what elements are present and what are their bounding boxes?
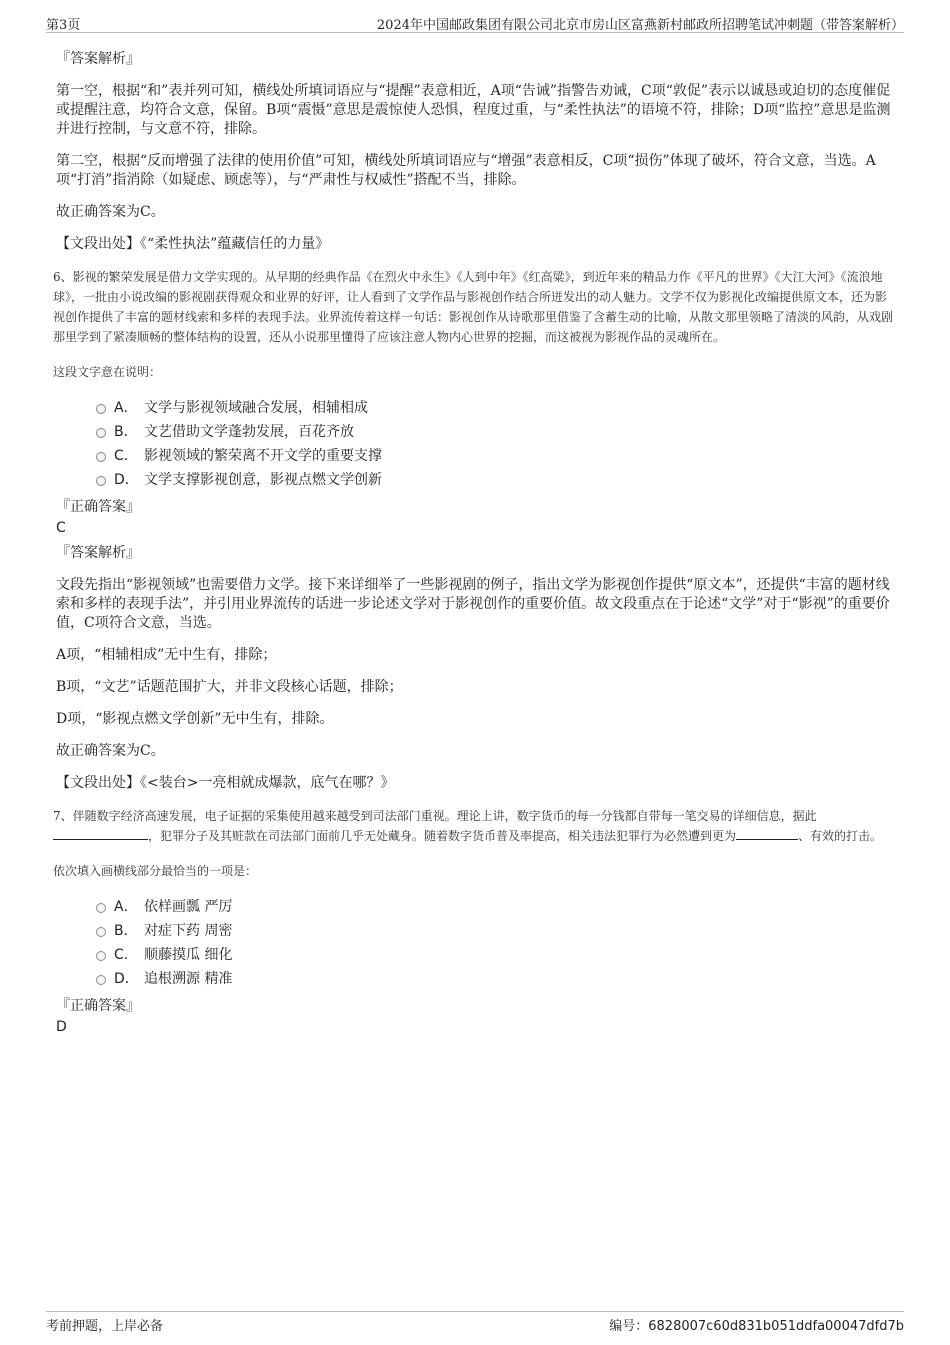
radio-icon[interactable] [96,404,106,414]
q7-options [96,895,896,991]
q7-option-a[interactable]: A． 依样画瓢 严厉 [96,895,896,919]
q7-option-b[interactable]: B． 对症下药 周密 [96,919,896,943]
q6-option-b[interactable]: B． 文艺借助文学蓬勃发展，百花齐放 [96,420,896,444]
q5-analysis-p3: 故正确答案为C。 [56,204,165,220]
radio-icon[interactable] [96,452,106,462]
page-footer [46,1311,904,1335]
q6-source: 【文段出处】《<装台>一亮相就成爆款，底气在哪？》 [56,775,395,791]
radio-icon[interactable] [96,428,106,438]
q6-prompt: 这段文字意在说明： [53,365,162,379]
q7-answer-tag: 『正确答案』 [56,998,140,1014]
q6-options [96,396,896,492]
footer-code: 编号：6828007c60d831b051ddfa00047dfd7b [609,1319,904,1334]
radio-icon[interactable] [96,975,106,985]
q5-source: 【文段出处】《“柔性执法”蕴藏信任的力量》 [56,236,330,252]
q7-blank-1 [53,827,148,840]
q7-question: 7、伴随数字经济高速发展，电子证据的采集使用越来越受到司法部门重视。理论上讲，数字货币的每一分钱都自带每一笔交易的详细信息，据此，犯罪分子及其赃款在司法部门面前几乎无处藏身。随着数字货币普及率提高，相关违法犯罪行为必然遭到更为 、有效的打击。 [53,809,883,843]
q6-answer: C [56,520,66,536]
q6-answer-tag: 『正确答案』 [56,499,140,515]
page-content [53,44,896,1041]
q6-option-a[interactable]: A． 文学与影视领域融合发展，相辅相成 [96,396,896,420]
page-header [46,14,904,33]
radio-icon[interactable] [96,903,106,913]
q7-option-d[interactable]: D． 追根溯源 精准 [96,967,896,991]
q6-analysis-p1: 文段先指出“影视领域”也需要借力文学。接下来详细举了一些影视剧的例子，指出文学为影视创作提供“原文本”，还提供“丰富的题材线索和多样的表现手法”，并引用业界流传的话进一步论述文学对于影视创作的重要价值。故文段重点在于论述“文学”对于“影视”的重要价值，C项符合文意，当选。 [56,577,890,631]
q6-question: 6、影视的繁荣发展是借力文学实现的。从早期的经典作品《在烈火中永生》《人到中年》《红高粱》，到近年来的精品力作《平凡的世界》《大江大河》《流浪地球》，一批由小说改编的影视剧获得观众和业界的好评，让人看到了文学作品与影视创作结合所迸发出的动人魅力。文学不仅为影视化改编提供原文本，还为影视创作提供了丰富的题材线索和多样的表现手法。业界流传着这样一句话：影视创作从诗歌那里借鉴了含蓄生动的比喻，从散文那里领略了清淡的风韵，从戏剧那里学到了紧凑顺畅的整体结构的设置，还从小说那里懂得了应该注意人物内心世界的挖掘，而这被视为影视作品的灵魂所在。 [53,270,894,344]
q6-option-c[interactable]: C． 影视领域的繁荣离不开文学的重要支撑 [96,444,896,468]
footer-slogan: 考前押题，上岸必备 [46,1319,164,1334]
radio-icon[interactable] [96,927,106,937]
q6-analysis-p3: B项，“文艺”话题范围扩大，并非文段核心话题，排除； [56,679,403,695]
q6-analysis-p4: D项，“影视点燃文学创新”无中生有，排除。 [56,711,334,727]
q7-option-c[interactable]: C． 顺藤摸瓜 细化 [96,943,896,967]
q6-analysis-p5: 故正确答案为C。 [56,743,165,759]
q6-analysis [56,576,896,793]
q6-analysis-p2: A项，“相辅相成”无中生有，排除； [56,647,277,663]
q6-option-d[interactable]: D． 文学支撑影视创意，影视点燃文学创新 [96,468,896,492]
q6-analysis-tag: 『答案解析』 [56,545,140,561]
document-title: 2024年中国邮政集团有限公司北京市房山区富燕新村邮政所招聘笔试冲刺题（带答案解析） [376,18,904,33]
q5-analysis-p2: 第二空，根据“反而增强了法律的使用价值”可知，横线处所填词语应与“增强”表意相反，C项“损伤”体现了破坏，符合文意，当选。A项“打消”指消除（如疑虑、顾虑等），与“严肃性与权威性”搭配不当，排除。 [56,153,876,188]
q5-analysis-tag: 『答案解析』 [56,51,140,67]
q7-blank-2 [736,827,798,840]
q5-analysis [56,82,896,254]
radio-icon[interactable] [96,951,106,961]
radio-icon[interactable] [96,476,106,486]
q5-analysis-p1: 第一空，根据“和”表并列可知，横线处所填词语应与“提醒”表意相近，A项“告诫”指警告劝诫，C项“敦促”表示以诚恳或迫切的态度催促或提醒注意，均符合文意，保留。B项“震慑”意思是震惊使人恐惧，程度过重，与“柔性执法”的语境不符，排除；D项“监控”意思是监测并进行控制，与文意不符，排除。 [56,83,891,137]
q7-answer: D [56,1019,67,1035]
page-number: 第3页 [46,18,81,33]
q7-prompt: 依次填入画横线部分最恰当的一项是： [53,864,258,878]
